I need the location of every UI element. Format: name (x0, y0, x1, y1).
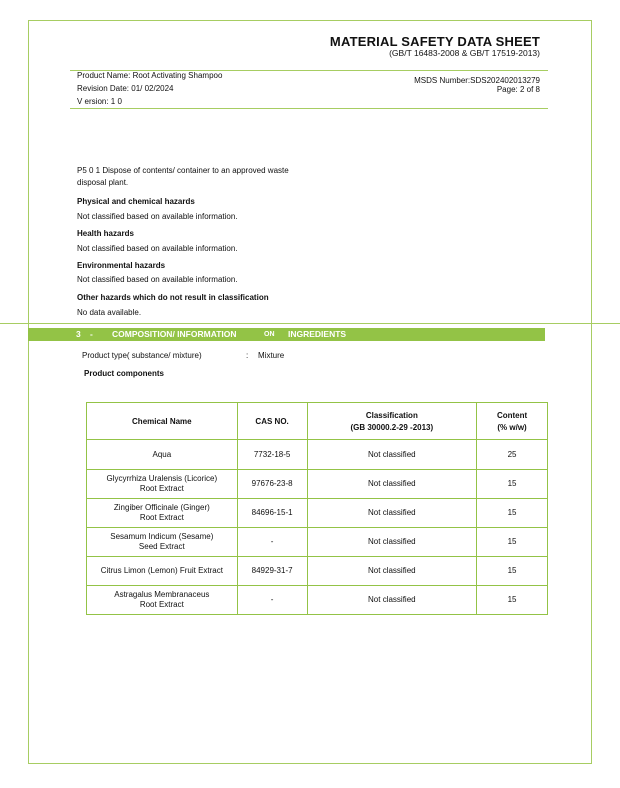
other-hazards-heading: Other hazards which do not result in classification (77, 293, 269, 302)
chemical-name-cont: Root Extract (139, 513, 184, 522)
header-content-line2: (% w/w) (497, 422, 527, 432)
cas-cell: 84929-31-7 (237, 557, 307, 586)
product-type-label: Product type( substance/ mixture) (82, 351, 202, 360)
section-title-on: ON (264, 331, 275, 338)
cas-cell: - (237, 586, 307, 615)
environmental-hazards-text: Not classified based on available information. (77, 275, 238, 284)
standards-reference: (GB/T 16483-2008 & GB/T 17519-2013) (389, 48, 540, 58)
chemical-name: Aqua (152, 449, 172, 459)
content-cell: 15 (477, 499, 548, 528)
p501-statement-cont: disposal plant. (77, 178, 129, 187)
classification-cell: Not classified (307, 586, 477, 615)
header-classification-line2: (GB 30000.2-29 -2013) (350, 422, 434, 432)
table-row (87, 586, 548, 615)
chemical-name-cell (87, 470, 238, 499)
document-title: MATERIAL SAFETY DATA SHEET (329, 34, 540, 49)
chemical-name-cont: Root Extract (139, 484, 184, 493)
product-name: Product Name: Root Activating Shampoo (77, 71, 223, 80)
header-classification (307, 403, 477, 440)
product-components-heading: Product components (84, 369, 165, 378)
chemical-name: Zingiber Officinale (Ginger) (113, 503, 210, 512)
header-content-line1: Content (496, 410, 528, 420)
cas-cell: 84696-15-1 (237, 499, 307, 528)
chemical-name-cell (87, 528, 238, 557)
section-3-bar (28, 328, 545, 341)
chemical-name: Astragalus Membranaceus (114, 590, 210, 599)
page-number: Page: 2 of 8 (496, 85, 540, 94)
health-hazards-text: Not classified based on available information. (77, 244, 238, 253)
section-title-end: INGREDIENTS (288, 329, 347, 339)
chemical-name: Sesamum Indicum (Sesame) (110, 532, 214, 541)
product-type-colon: : (246, 351, 249, 360)
content-cell: 15 (477, 557, 548, 586)
chemical-name-cell (87, 499, 238, 528)
section-number: 3 (76, 329, 81, 339)
chemical-name-cont: Root Extract (139, 600, 184, 609)
header-content (477, 403, 548, 440)
product-type-value: Mixture (258, 351, 285, 360)
content-cell: 15 (477, 586, 548, 615)
physical-hazards-text: Not classified based on available information. (77, 212, 238, 221)
chemical-name: Glycyrrhiza Uralensis (Licorice) (106, 474, 218, 483)
header-cas-no: CAS NO. (237, 403, 307, 440)
cas-cell: 7732-18-5 (237, 440, 307, 470)
table-header-row (87, 403, 548, 440)
table-row (87, 499, 548, 528)
table-row (87, 440, 548, 470)
classification-cell: Not classified (307, 528, 477, 557)
environmental-hazards-heading: Environmental hazards (77, 261, 166, 270)
table-row (87, 528, 548, 557)
header-chemical-name: Chemical Name (87, 403, 238, 440)
content-cell: 25 (477, 440, 548, 470)
content-cell: 15 (477, 528, 548, 557)
header-classification-line1: Classification (365, 410, 418, 420)
classification-cell: Not classified (307, 499, 477, 528)
page-break-rule (0, 323, 620, 324)
revision-date: Revision Date: 01/ 02/2024 (77, 84, 174, 93)
chemical-name-cont: Seed Extract (138, 542, 185, 551)
msds-number: MSDS Number:SDS202402013279 (414, 76, 540, 85)
health-hazards-heading: Health hazards (77, 229, 134, 238)
classification-cell: Not classified (307, 470, 477, 499)
section-title: COMPOSITION/ INFORMATION (112, 329, 237, 339)
table-row (87, 557, 548, 586)
chemical-name-cell (87, 557, 238, 586)
content-cell: 15 (477, 470, 548, 499)
chemical-name-cell (87, 586, 238, 615)
classification-cell: Not classified (307, 557, 477, 586)
classification-cell: Not classified (307, 440, 477, 470)
section-dash: - (90, 329, 93, 339)
cas-cell: - (237, 528, 307, 557)
table-row (87, 470, 548, 499)
page-frame (28, 20, 592, 764)
header-rule-bottom (70, 108, 548, 109)
p501-statement: P5 0 1 Dispose of contents/ container to an approved waste (77, 166, 289, 175)
physical-hazards-heading: Physical and chemical hazards (77, 197, 195, 206)
other-hazards-text: No data available. (77, 308, 142, 317)
chemical-name-cell (87, 440, 238, 470)
composition-table (86, 402, 548, 615)
chemical-name: Citrus Limon (Lemon) Fruit Extract (100, 566, 223, 575)
cas-cell: 97676-23-8 (237, 470, 307, 499)
version: V ersion: 1 0 (77, 97, 122, 106)
